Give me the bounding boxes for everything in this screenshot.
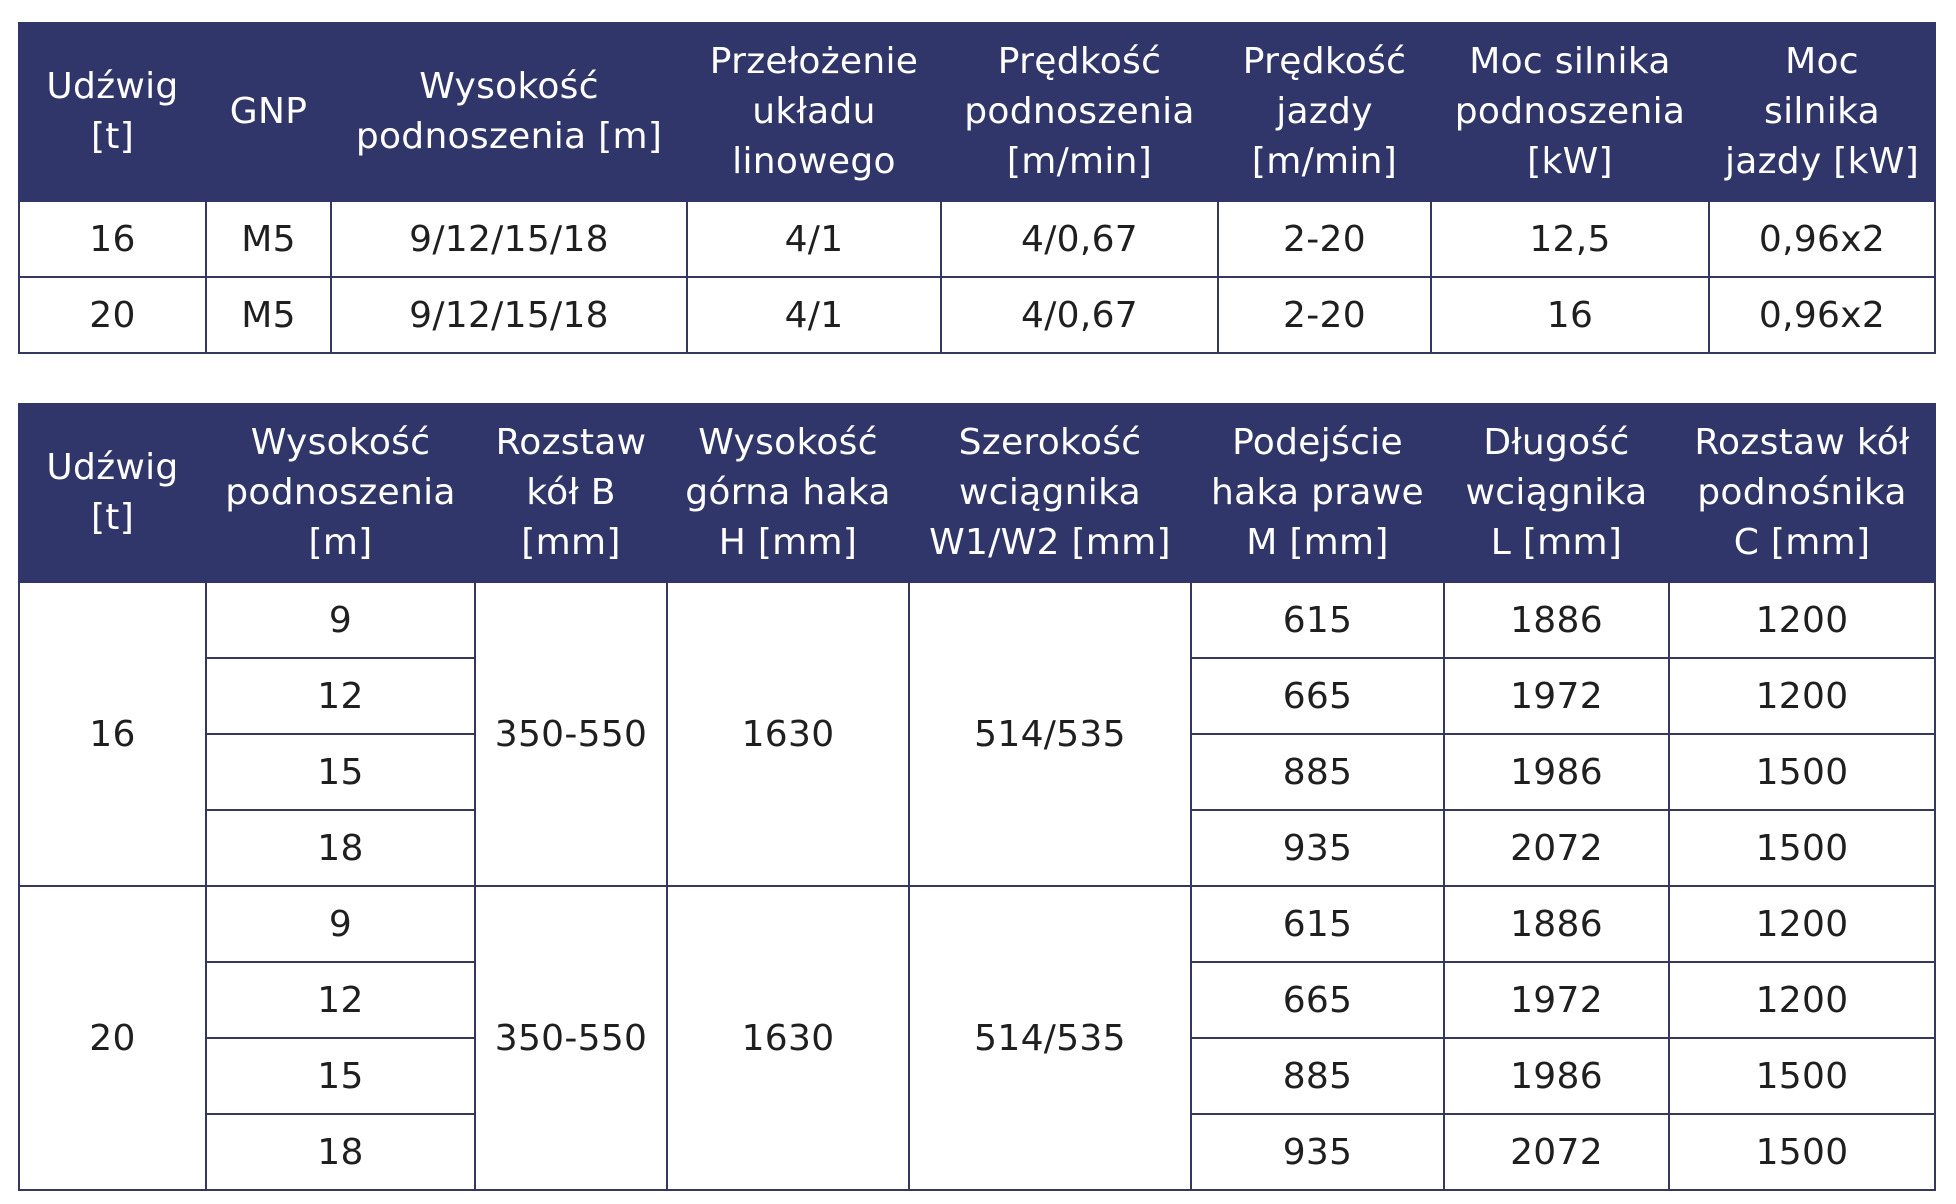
wheel-spacing-c-cell: 1200 xyxy=(1669,886,1935,962)
header-hook-approach-m: Podejście haka prawe M [mm] xyxy=(1191,404,1444,582)
hook-height-h-cell: 1630 xyxy=(667,582,909,886)
hoist-length-l-cell: 1972 xyxy=(1444,658,1669,734)
lift-height-cell: 9 xyxy=(206,582,475,658)
header-wheel-spacing-c: Rozstaw kół podnośnika C [mm] xyxy=(1669,404,1935,582)
capacity-cell: 16 xyxy=(19,582,206,886)
header-hoist-length-l: Długość wciągnika L [mm] xyxy=(1444,404,1669,582)
header-capacity: Udźwig [t] xyxy=(19,23,206,201)
hoist-length-l-cell: 2072 xyxy=(1444,810,1669,886)
parameters-header-row xyxy=(19,23,1935,201)
reeving-ratio-cell: 4/1 xyxy=(687,201,941,277)
header-wheel-spacing-b: Rozstaw kół B [mm] xyxy=(475,404,667,582)
hoist-length-l-cell: 1972 xyxy=(1444,962,1669,1038)
wheel-spacing-b-cell: 350-550 xyxy=(475,582,667,886)
lift-motor-power-cell: 12,5 xyxy=(1431,201,1709,277)
hoist-length-l-cell: 1986 xyxy=(1444,1038,1669,1114)
lift-height-cell: 9/12/15/18 xyxy=(331,277,687,353)
wheel-spacing-c-cell: 1500 xyxy=(1669,1114,1935,1190)
header-hoist-width: Szerokość wciągnika W1/W2 [mm] xyxy=(909,404,1191,582)
header-capacity: Udźwig [t] xyxy=(19,404,206,582)
wheel-spacing-b-cell: 350-550 xyxy=(475,886,667,1190)
header-lift-height: Wysokość podnoszenia [m] xyxy=(206,404,475,582)
hook-approach-m-cell: 935 xyxy=(1191,1114,1444,1190)
lift-height-cell: 18 xyxy=(206,810,475,886)
capacity-cell: 16 xyxy=(19,201,206,277)
header-gnp: GNP xyxy=(206,23,331,201)
hoist-length-l-cell: 2072 xyxy=(1444,1114,1669,1190)
hoist-width-cell: 514/535 xyxy=(909,582,1191,886)
hoist-width-cell: 514/535 xyxy=(909,886,1191,1190)
header-travel-motor-power: Moc silnika jazdy [kW] xyxy=(1709,23,1935,201)
lift-speed-cell: 4/0,67 xyxy=(941,201,1218,277)
lift-height-cell: 15 xyxy=(206,1038,475,1114)
header-travel-speed: Prędkość jazdy [m/min] xyxy=(1218,23,1431,201)
reeving-ratio-cell: 4/1 xyxy=(687,277,941,353)
dimensions-table xyxy=(18,403,1936,1191)
table-row xyxy=(19,201,1935,277)
hook-approach-m-cell: 665 xyxy=(1191,962,1444,1038)
header-lift-height: Wysokość podnoszenia [m] xyxy=(331,23,687,201)
lift-height-cell: 12 xyxy=(206,658,475,734)
wheel-spacing-c-cell: 1500 xyxy=(1669,810,1935,886)
wheel-spacing-c-cell: 1500 xyxy=(1669,1038,1935,1114)
hook-approach-m-cell: 665 xyxy=(1191,658,1444,734)
table-row xyxy=(19,886,1935,962)
hoist-length-l-cell: 1886 xyxy=(1444,582,1669,658)
travel-speed-cell: 2-20 xyxy=(1218,201,1431,277)
lift-height-cell: 9/12/15/18 xyxy=(331,201,687,277)
dimensions-header-row xyxy=(19,404,1935,582)
lift-speed-cell: 4/0,67 xyxy=(941,277,1218,353)
hook-approach-m-cell: 615 xyxy=(1191,886,1444,962)
travel-motor-power-cell: 0,96x2 xyxy=(1709,277,1935,353)
gnp-cell: M5 xyxy=(206,277,331,353)
hook-approach-m-cell: 615 xyxy=(1191,582,1444,658)
header-reeving-ratio: Przełożenie układu linowego xyxy=(687,23,941,201)
lift-height-cell: 18 xyxy=(206,1114,475,1190)
lift-height-cell: 9 xyxy=(206,886,475,962)
capacity-cell: 20 xyxy=(19,886,206,1190)
lift-height-cell: 12 xyxy=(206,962,475,1038)
gnp-cell: M5 xyxy=(206,201,331,277)
travel-motor-power-cell: 0,96x2 xyxy=(1709,201,1935,277)
table-row xyxy=(19,277,1935,353)
header-lift-motor-power: Moc silnika podnoszenia [kW] xyxy=(1431,23,1709,201)
wheel-spacing-c-cell: 1200 xyxy=(1669,962,1935,1038)
wheel-spacing-c-cell: 1500 xyxy=(1669,734,1935,810)
capacity-cell: 20 xyxy=(19,277,206,353)
hook-approach-m-cell: 885 xyxy=(1191,1038,1444,1114)
wheel-spacing-c-cell: 1200 xyxy=(1669,582,1935,658)
hook-approach-m-cell: 885 xyxy=(1191,734,1444,810)
hook-height-h-cell: 1630 xyxy=(667,886,909,1190)
travel-speed-cell: 2-20 xyxy=(1218,277,1431,353)
header-lift-speed: Prędkość podnoszenia [m/min] xyxy=(941,23,1218,201)
hoist-length-l-cell: 1886 xyxy=(1444,886,1669,962)
table-row xyxy=(19,582,1935,658)
hoist-length-l-cell: 1986 xyxy=(1444,734,1669,810)
hook-approach-m-cell: 935 xyxy=(1191,810,1444,886)
lift-height-cell: 15 xyxy=(206,734,475,810)
parameters-table xyxy=(18,22,1936,354)
wheel-spacing-c-cell: 1200 xyxy=(1669,658,1935,734)
lift-motor-power-cell: 16 xyxy=(1431,277,1709,353)
header-hook-height-h: Wysokość górna haka H [mm] xyxy=(667,404,909,582)
